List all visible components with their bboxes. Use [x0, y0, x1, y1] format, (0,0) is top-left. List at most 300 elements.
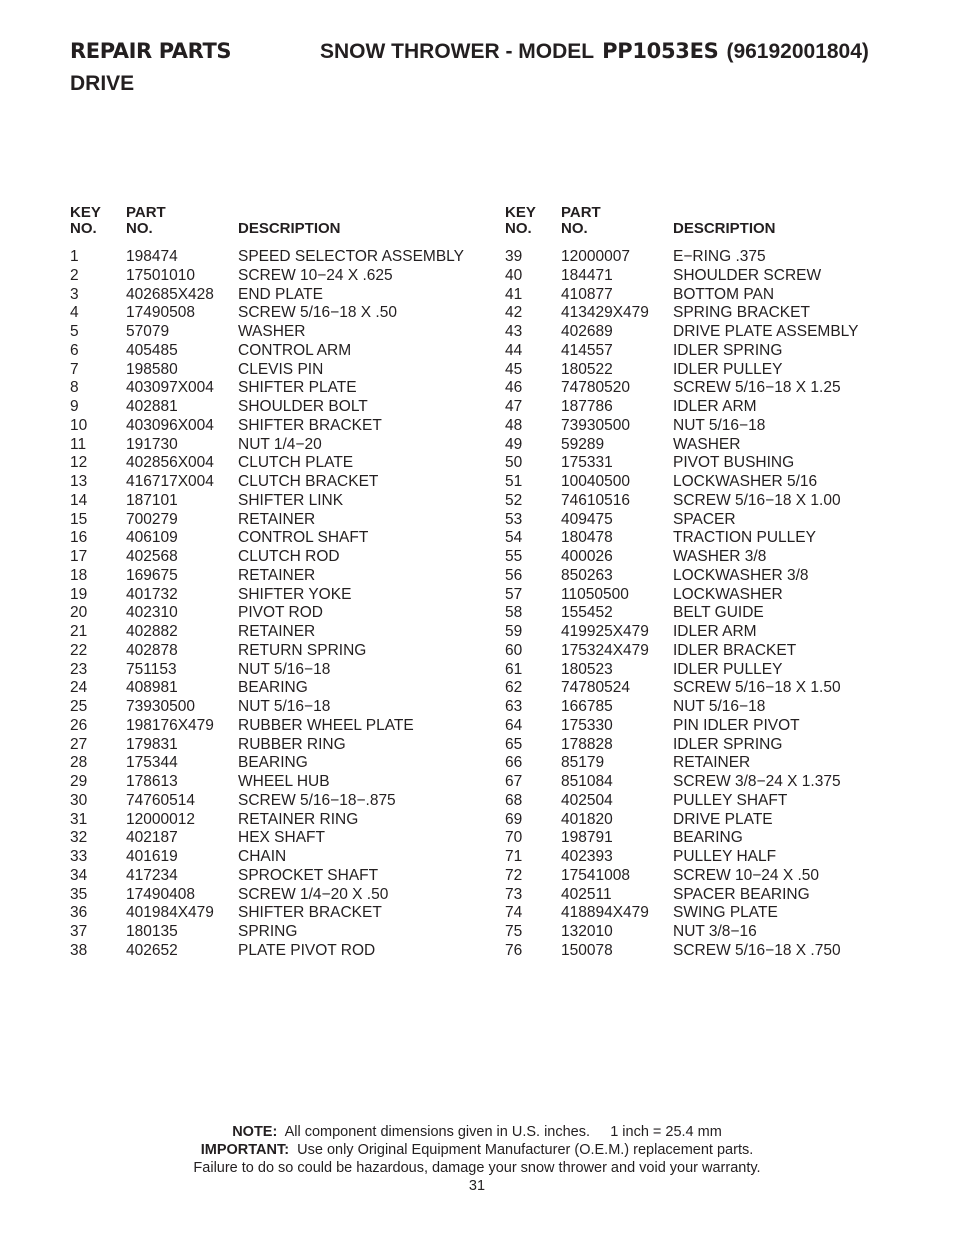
part-description: SHIFTER BRACKET [238, 904, 382, 922]
key-number: 31 [70, 810, 88, 828]
part-number: 17501010 [126, 266, 195, 284]
model-title [320, 38, 869, 65]
part-number: 180522 [561, 360, 613, 378]
parts-row [70, 623, 510, 642]
part-number: 198176X479 [126, 716, 214, 734]
part-number: 166785 [561, 698, 613, 715]
conversion-text: 1 inch = 25.4 mm [610, 1124, 722, 1140]
part-number: 416717X004 [126, 473, 214, 490]
part-number: 419925X479 [561, 623, 649, 640]
parts-row [505, 548, 945, 567]
parts-row [70, 811, 510, 830]
part-description: IDLER ARM [673, 398, 757, 415]
key-header [505, 205, 536, 236]
key-number: 76 [505, 941, 523, 959]
note-label: NOTE: [232, 1124, 278, 1140]
part-description: PULLEY SHAFT [673, 791, 788, 809]
part-header [126, 205, 166, 236]
key-number: 8 [70, 379, 79, 397]
page-number: 31 [468, 1178, 486, 1194]
part-description: SPRING [238, 923, 298, 940]
parts-row [505, 661, 945, 680]
part-description: PIVOT ROD [238, 604, 323, 622]
key-number: 48 [505, 416, 523, 434]
part-description: RETURN SPRING [238, 641, 367, 659]
part-description: NUT 3/8−16 [673, 923, 757, 940]
part-description: SCREW 5/16−18 X .750 [673, 941, 841, 959]
key-header-line2: NO. [505, 219, 532, 237]
part-number: 400026 [561, 548, 613, 565]
key-number: 4 [70, 304, 79, 322]
key-number: 18 [70, 566, 88, 584]
part-description: CLUTCH PLATE [238, 454, 354, 472]
key-number: 52 [505, 491, 523, 509]
parts-row [505, 511, 945, 530]
key-number: 27 [70, 735, 88, 753]
part-header [561, 205, 601, 236]
parts-row [70, 454, 510, 473]
parts-row [505, 473, 945, 492]
parts-row [505, 398, 945, 417]
part-number: 73930500 [561, 416, 630, 434]
key-number: 30 [70, 791, 88, 809]
part-header-line2: NO. [126, 219, 153, 237]
part-number: 73930500 [126, 698, 195, 715]
key-number: 75 [505, 923, 523, 940]
parts-row [70, 904, 510, 923]
part-description: WHEEL HUB [238, 773, 330, 790]
key-number: 36 [70, 904, 88, 922]
part-description: WASHER [238, 323, 306, 340]
part-number: 175344 [126, 754, 178, 772]
part-description: BELT GUIDE [673, 604, 764, 622]
part-number: 59289 [561, 435, 605, 453]
part-description: SCREW 5/16−18−.875 [238, 791, 396, 809]
part-description: SCREW 1/4−20 X .50 [238, 885, 389, 903]
parts-row [505, 361, 945, 380]
key-number: 12 [70, 454, 88, 472]
part-number: 402393 [561, 848, 613, 865]
part-number: 851084 [561, 773, 613, 790]
parts-row [505, 792, 945, 811]
part-number: 198580 [126, 360, 178, 378]
part-description: SWING PLATE [673, 904, 778, 922]
parts-row [70, 773, 510, 792]
part-number: 17490508 [126, 304, 195, 322]
part-number: 700279 [126, 510, 178, 528]
key-number: 69 [505, 810, 523, 828]
part-number: 409475 [561, 510, 613, 528]
parts-row [70, 286, 510, 305]
part-number: 402568 [126, 548, 178, 565]
part-number: 12000007 [561, 248, 630, 265]
parts-row [505, 417, 945, 436]
part-description: RUBBER WHEEL PLATE [238, 716, 414, 734]
part-description: SCREW 5/16−18 X .50 [238, 304, 397, 322]
key-number: 59 [505, 623, 523, 640]
key-number: 68 [505, 791, 523, 809]
key-header-line1: KEY [505, 204, 536, 221]
part-description: SCREW 3/8−24 X 1.375 [673, 773, 841, 790]
key-number: 47 [505, 398, 523, 415]
parts-row [70, 792, 510, 811]
key-number: 26 [70, 716, 88, 734]
parts-row [70, 567, 510, 586]
key-number: 23 [70, 660, 88, 678]
key-number: 60 [505, 641, 523, 659]
parts-row [505, 342, 945, 361]
parts-row [70, 492, 510, 511]
parts-row [505, 923, 945, 942]
key-number: 22 [70, 641, 88, 659]
part-description: BOTTOM PAN [673, 285, 775, 303]
parts-row [505, 642, 945, 661]
key-number: 10 [70, 416, 88, 434]
part-description: RETAINER [673, 754, 751, 772]
key-number: 34 [70, 866, 88, 884]
key-number: 61 [505, 660, 523, 678]
part-description: IDLER PULLEY [673, 360, 783, 378]
part-description: RETAINER [238, 510, 316, 528]
parts-row [70, 698, 510, 717]
parts-row [70, 323, 510, 342]
parts-row [70, 717, 510, 736]
parts-row [505, 886, 945, 905]
key-header-line1: KEY [70, 204, 101, 221]
part-number: 175331 [561, 454, 613, 472]
parts-row [505, 679, 945, 698]
parts-row [505, 942, 945, 961]
part-header-line2: NO. [561, 219, 588, 237]
part-description: NUT 1/4−20 [238, 435, 322, 453]
part-description: NUT 5/16−18 [238, 660, 331, 678]
part-number: 175324X479 [561, 641, 649, 659]
key-header-line2: NO. [70, 219, 97, 237]
parts-row [70, 417, 510, 436]
part-number: 180523 [561, 660, 613, 678]
key-number: 62 [505, 679, 523, 697]
part-description: DRIVE PLATE ASSEMBLY [673, 323, 859, 340]
part-number: 150078 [561, 941, 613, 959]
key-number: 65 [505, 735, 523, 753]
parts-row [505, 623, 945, 642]
part-description: SPEED SELECTOR ASSEMBLY [238, 248, 464, 265]
part-description: SCREW 10−24 X .50 [673, 866, 820, 884]
part-description: CLUTCH ROD [238, 548, 340, 565]
note-text: All component dimensions given in U.S. inches. [284, 1124, 591, 1140]
part-description: NUT 5/16−18 [673, 698, 766, 715]
section-title: REPAIR PARTS [70, 39, 232, 63]
part-number: 17490408 [126, 885, 195, 903]
part-description: HEX SHAFT [238, 829, 325, 847]
parts-row [505, 529, 945, 548]
part-number: 417234 [126, 866, 178, 884]
part-number: 169675 [126, 566, 178, 584]
part-description: SHIFTER BRACKET [238, 416, 382, 434]
part-number: 402856X004 [126, 454, 214, 472]
part-number: 74760514 [126, 791, 195, 809]
part-number: 402881 [126, 398, 178, 415]
parts-row [505, 698, 945, 717]
part-number: 402689 [561, 323, 613, 340]
key-number: 5 [70, 323, 79, 340]
part-number: 132010 [561, 923, 613, 940]
parts-row [505, 454, 945, 473]
part-description: PIVOT BUSHING [673, 454, 795, 472]
part-description: RETAINER [238, 566, 316, 584]
part-description: IDLER BRACKET [673, 641, 797, 659]
key-header [70, 205, 101, 236]
part-number: 402652 [126, 941, 178, 959]
key-number: 58 [505, 604, 523, 622]
part-number: 406109 [126, 529, 178, 547]
part-number: 85179 [561, 754, 605, 772]
part-number: 178828 [561, 735, 613, 753]
parts-row [505, 286, 945, 305]
part-number: 180135 [126, 923, 178, 940]
part-number: 155452 [561, 604, 613, 622]
parts-row [505, 848, 945, 867]
part-description: SPROCKET SHAFT [238, 866, 379, 884]
key-number: 55 [505, 548, 523, 565]
footer [0, 1123, 954, 1195]
parts-row [70, 829, 510, 848]
parts-row [70, 942, 510, 961]
part-number: 402187 [126, 829, 178, 847]
key-number: 38 [70, 941, 88, 959]
key-number: 74 [505, 904, 523, 922]
part-number: 74610516 [561, 491, 630, 509]
key-number: 45 [505, 360, 523, 378]
part-number: 403096X004 [126, 416, 214, 434]
important-text: Use only Original Equipment Manufacturer (O.E.M.) replacement parts. [297, 1142, 754, 1158]
parts-row [505, 586, 945, 605]
part-description: E−RING .375 [673, 248, 766, 265]
part-description: BEARING [673, 829, 743, 847]
parts-row [70, 529, 510, 548]
key-number: 57 [505, 585, 523, 603]
part-number: 414557 [561, 341, 613, 359]
parts-row [70, 754, 510, 773]
part-description: BEARING [238, 679, 308, 697]
part-number: 401820 [561, 810, 613, 828]
key-number: 72 [505, 866, 523, 884]
part-description: SHOULDER BOLT [238, 398, 368, 415]
part-header-line1: PART [561, 204, 601, 221]
parts-row [505, 604, 945, 623]
parts-row [505, 773, 945, 792]
part-number: 180478 [561, 529, 613, 547]
important-line [0, 1141, 954, 1159]
key-number: 41 [505, 285, 523, 303]
part-description: WASHER 3/8 [673, 548, 767, 565]
parts-row [70, 679, 510, 698]
part-number: 401732 [126, 585, 178, 603]
key-number: 9 [70, 398, 79, 415]
part-number: 418894X479 [561, 904, 649, 922]
part-number: 184471 [561, 266, 613, 284]
part-number: 410877 [561, 285, 613, 303]
key-number: 16 [70, 529, 88, 547]
key-number: 6 [70, 341, 79, 359]
parts-row [505, 754, 945, 773]
part-description: TRACTION PULLEY [673, 529, 816, 547]
part-description: PULLEY HALF [673, 848, 777, 865]
part-number: 402310 [126, 604, 178, 622]
parts-row [505, 492, 945, 511]
part-number: 401619 [126, 848, 178, 865]
part-number: 405485 [126, 341, 178, 359]
part-number: 413429X479 [561, 304, 649, 322]
part-description: SPACER [673, 510, 736, 528]
part-number: 401984X479 [126, 904, 214, 922]
key-number: 33 [70, 848, 88, 865]
parts-row [70, 248, 510, 267]
part-description: SHIFTER YOKE [238, 585, 352, 603]
part-description: CLEVIS PIN [238, 360, 324, 378]
parts-row [505, 248, 945, 267]
part-number: 751153 [126, 660, 177, 678]
part-description: PIN IDLER PIVOT [673, 716, 800, 734]
parts-row [70, 586, 510, 605]
parts-row [70, 848, 510, 867]
part-description: LOCKWASHER [673, 585, 783, 603]
key-number: 17 [70, 548, 88, 565]
parts-row [505, 811, 945, 830]
part-number: 175330 [561, 716, 613, 734]
part-description: DRIVE PLATE [673, 810, 773, 828]
part-description: IDLER SPRING [673, 341, 783, 359]
part-description: LOCKWASHER 3/8 [673, 566, 809, 584]
part-number: 408981 [126, 679, 178, 697]
parts-row [505, 829, 945, 848]
key-number: 19 [70, 585, 88, 603]
key-number: 7 [70, 360, 79, 378]
part-header-line1: PART [126, 204, 166, 221]
key-number: 46 [505, 379, 523, 397]
part-description: SHOULDER SCREW [673, 266, 822, 284]
key-number: 24 [70, 679, 88, 697]
parts-row [505, 436, 945, 455]
parts-row [70, 379, 510, 398]
part-description: END PLATE [238, 285, 323, 303]
part-description: CONTROL ARM [238, 341, 352, 359]
parts-row [505, 717, 945, 736]
part-description: NUT 5/16−18 [673, 416, 766, 434]
key-number: 40 [505, 266, 523, 284]
key-number: 29 [70, 773, 88, 790]
part-number: 187101 [126, 491, 178, 509]
parts-row [70, 436, 510, 455]
part-description: SCREW 5/16−18 X 1.50 [673, 679, 841, 697]
key-number: 1 [70, 248, 79, 265]
part-description: RUBBER RING [238, 735, 346, 753]
parts-row [70, 886, 510, 905]
part-description: SPACER BEARING [673, 885, 810, 903]
part-description: IDLER ARM [673, 623, 757, 640]
parts-row [505, 567, 945, 586]
part-number: 74780524 [561, 679, 630, 697]
part-number: 198474 [126, 248, 178, 265]
part-description: SHIFTER PLATE [238, 379, 357, 397]
key-number: 43 [505, 323, 523, 340]
parts-row [70, 548, 510, 567]
key-number: 13 [70, 473, 88, 490]
part-number: 11050500 [561, 585, 629, 603]
product-name: SNOW THROWER - MODEL [320, 40, 595, 63]
part-number: 402504 [561, 791, 613, 809]
note-line [0, 1123, 954, 1141]
key-number: 37 [70, 923, 88, 940]
key-number: 32 [70, 829, 88, 847]
parts-row [505, 304, 945, 323]
part-description: NUT 5/16−18 [238, 698, 331, 715]
parts-row [70, 267, 510, 286]
part-number: 403097X004 [126, 379, 214, 397]
part-number: 178613 [126, 773, 178, 790]
key-number: 70 [505, 829, 523, 847]
part-number: 179831 [126, 735, 178, 753]
parts-row [70, 867, 510, 886]
key-number: 54 [505, 529, 523, 547]
key-number: 35 [70, 885, 88, 903]
parts-row [70, 473, 510, 492]
key-number: 51 [505, 473, 523, 490]
part-description: LOCKWASHER 5/16 [673, 473, 818, 490]
key-number: 25 [70, 698, 88, 715]
parts-row [505, 379, 945, 398]
key-number: 42 [505, 304, 523, 322]
part-number: 17541008 [561, 866, 630, 884]
key-number: 64 [505, 716, 523, 734]
part-number: 74780520 [561, 379, 630, 397]
key-number: 11 [70, 435, 87, 453]
parts-row [70, 923, 510, 942]
part-description: SCREW 5/16−18 X 1.00 [673, 491, 841, 509]
part-description: RETAINER [238, 623, 316, 640]
key-number: 66 [505, 754, 523, 772]
key-number: 44 [505, 341, 523, 359]
parts-row [70, 642, 510, 661]
key-number: 3 [70, 285, 79, 303]
part-number: 57079 [126, 323, 170, 340]
part-description: SHIFTER LINK [238, 491, 344, 509]
part-description: CLUTCH BRACKET [238, 473, 379, 490]
parts-row [70, 361, 510, 380]
part-number: 12000012 [126, 810, 195, 828]
key-number: 67 [505, 773, 523, 790]
key-number: 28 [70, 754, 88, 772]
part-description: BEARING [238, 754, 308, 772]
key-number: 71 [505, 848, 523, 865]
parts-row [505, 267, 945, 286]
key-number: 15 [70, 510, 88, 528]
parts-row [70, 398, 510, 417]
parts-row [505, 904, 945, 923]
description-header: DESCRIPTION [238, 219, 341, 237]
part-description: RETAINER RING [238, 810, 359, 828]
key-number: 56 [505, 566, 523, 584]
parts-row [70, 604, 510, 623]
part-description: CONTROL SHAFT [238, 529, 369, 547]
part-description: PLATE PIVOT ROD [238, 941, 376, 959]
parts-row [70, 661, 510, 680]
key-number: 49 [505, 435, 523, 453]
part-number: 191730 [126, 435, 178, 453]
key-number: 20 [70, 604, 88, 622]
warning-line: Failure to do so could be hazardous, damage your snow thrower and void your warranty. [193, 1160, 761, 1176]
parts-rows-right [505, 248, 945, 961]
